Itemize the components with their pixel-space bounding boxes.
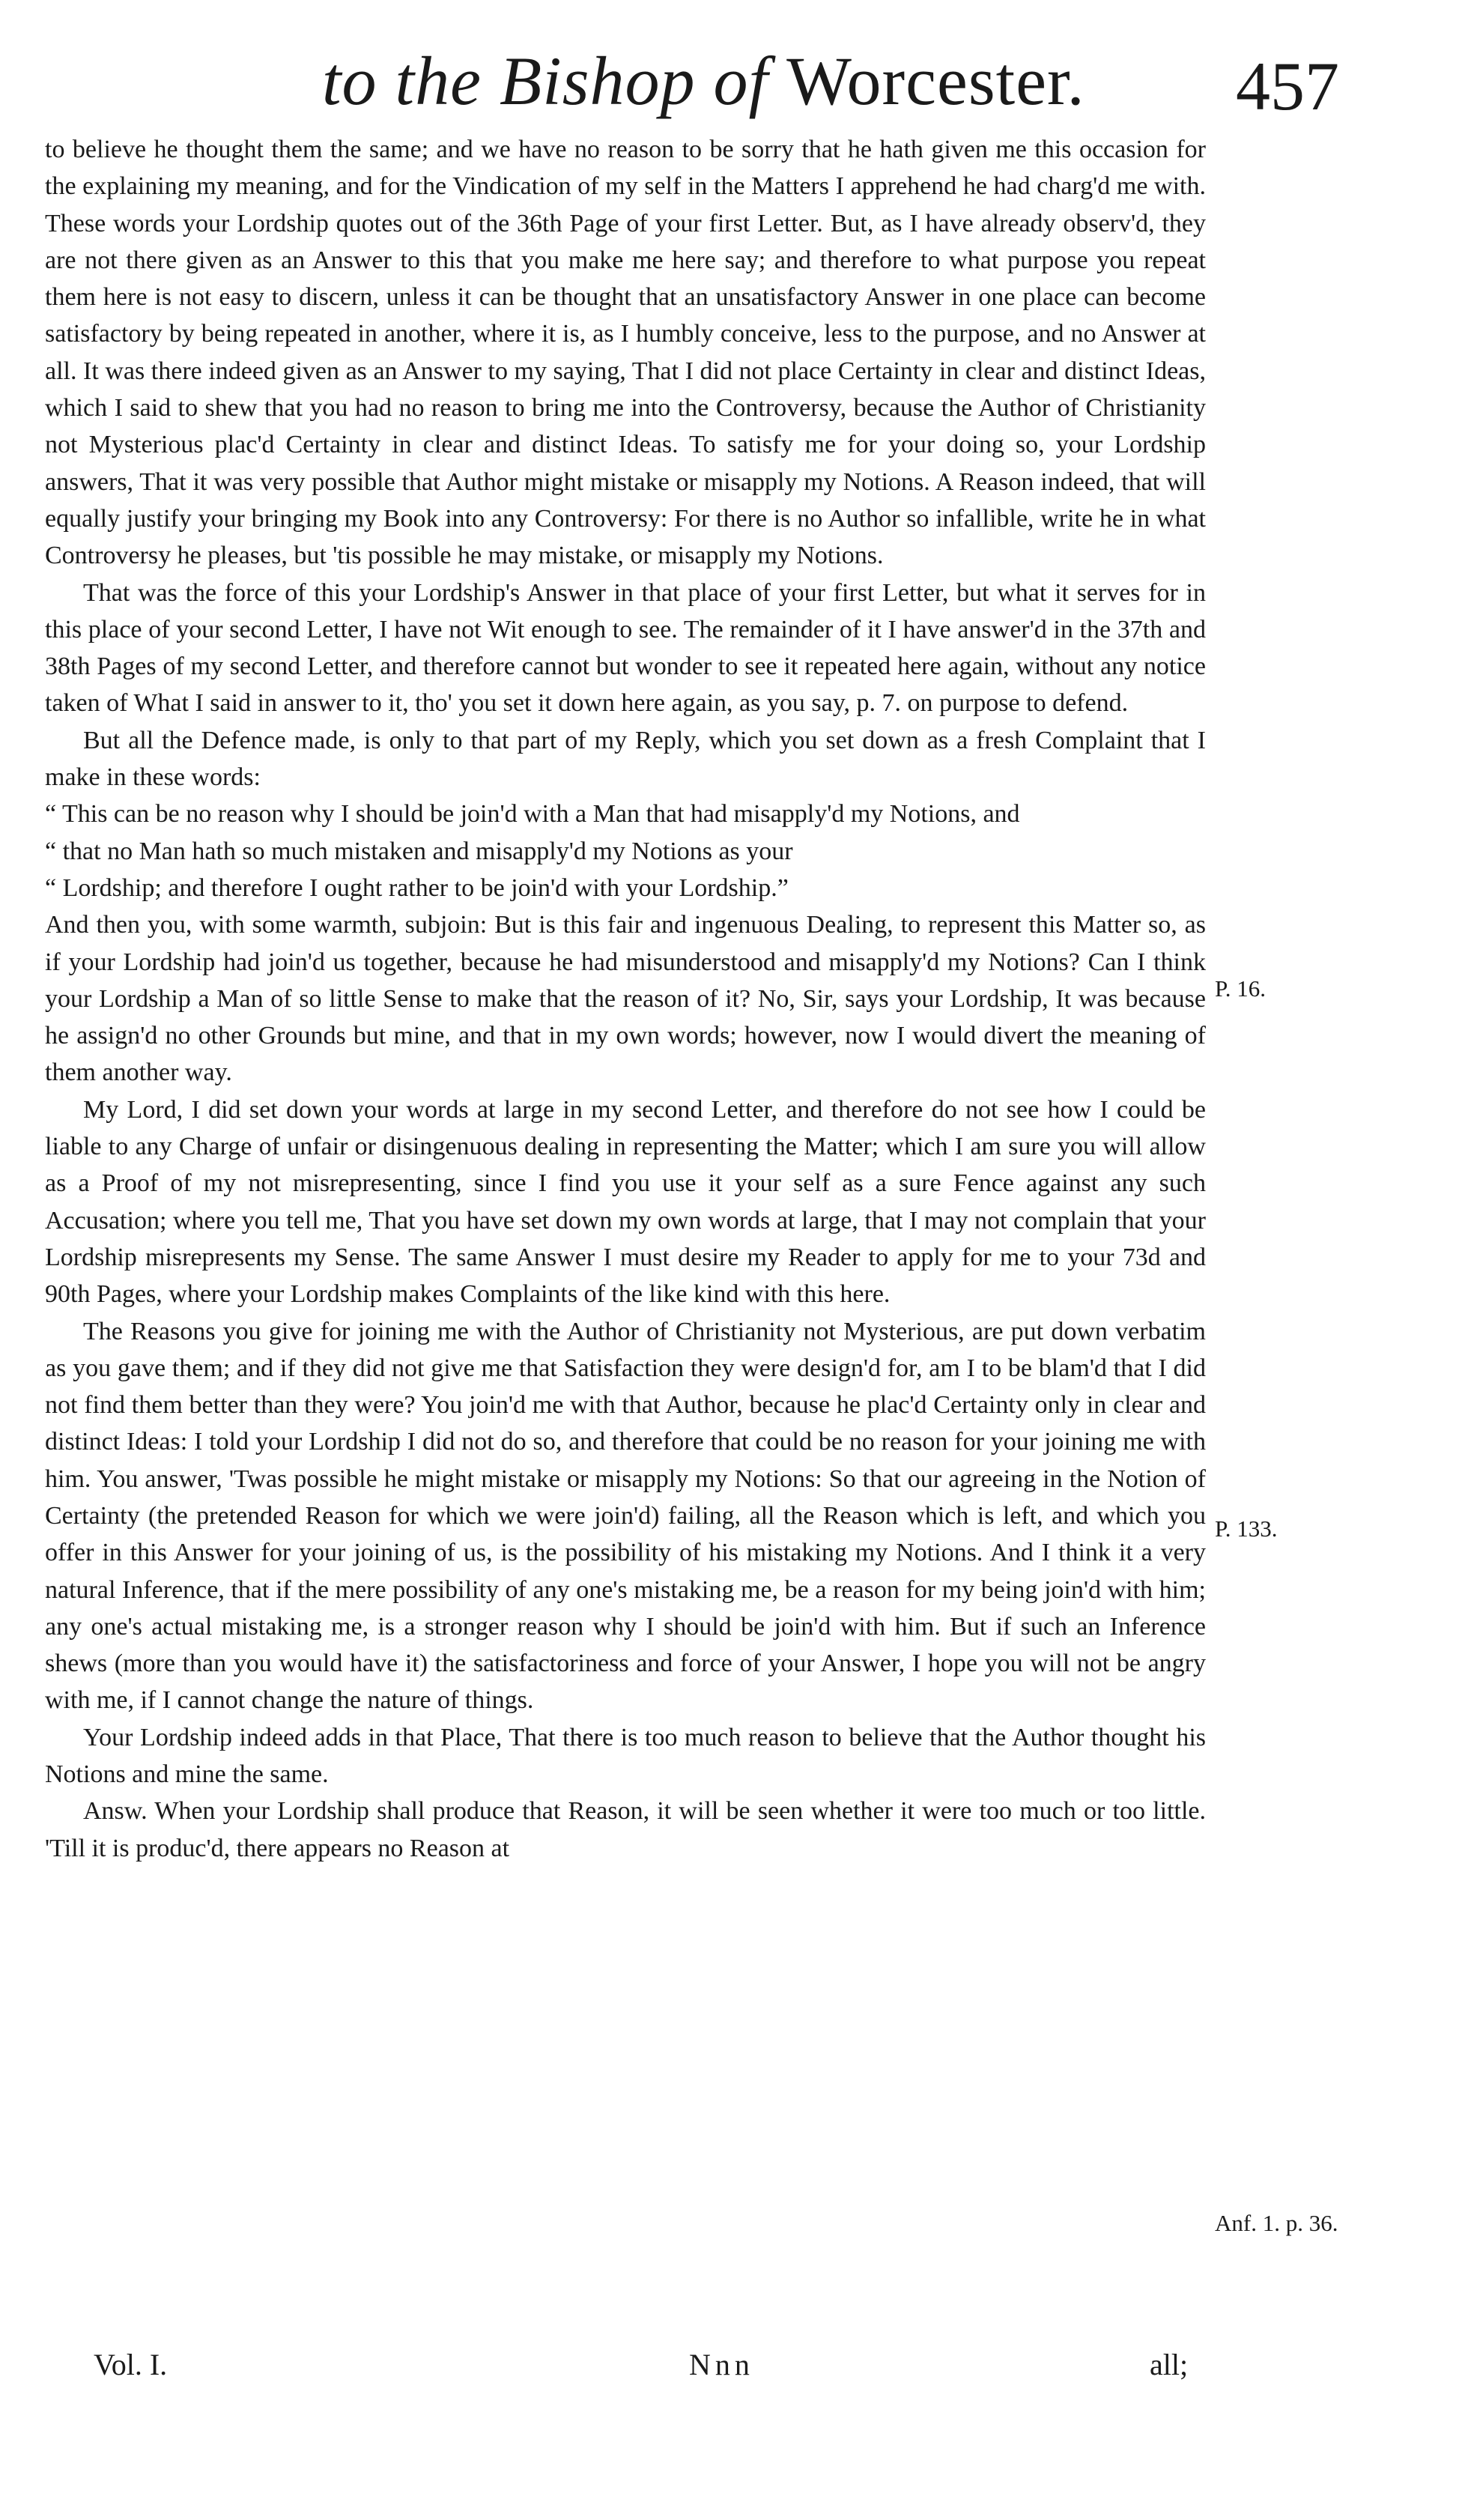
page-number: 457 [1236,48,1339,124]
paragraph: But all the Defence made, is only to that part of my Reply, which you set down as a fresh Complaint that I make in these words: [45,726,1206,792]
paragraph: Answ. When your Lordship shall produce that Reason, it will be seen whether it were too much or too little. 'Till it is produc'd, there appears no Reason at [45,1797,1206,1862]
paragraph: to believe he thought them the same; and we have no reason to be sorry that he hath given me this occasion for the explaining my meaning, and for the Vindication of my self in the Matters I apprehend he had charg'd me with. These words your Lordship quotes out of the 36th Page of your first Letter. But, as I have already observ'd, they are not there given as an Answer to this that you make me here say; and therefore to what purpose you repeat them here is not easy to discern, unless it can be thought that an unsatisfactory Answer in one place can become satisfactory by being repeated in another, where it is, as I humbly conceive, less to the purpose, and no Answer at all. It was there indeed given as an Answer to my saying, That I did not place Certainty in clear and distinct Ideas, which I said to shew that you had no reason to bring me into the Controversy, because the Author of Christianity not Mysterious plac'd Certainty in clear and distinct Ideas. To satisfy me for your doing so, your Lordship answers, That it was very possible that Author might mistake or misapply my Notions. A Reason indeed, that will equally justify your bringing my Book into any Controversy: For there is no Author so infallible, write he in what Controversy he pleases, but 'tis possible he may mistake, or misapply my Notions. [45,136,1206,570]
quotation-line: “ This can be no reason why I should be join'd with a Man that had misapply'd my Notions, and [45,800,1020,829]
paragraph: Your Lordship indeed adds in that Place, That there is too much reason to believe that the Author thought his Notions and mine the same. [45,1723,1206,1789]
volume-mark: Vol. I. [94,2348,168,2381]
signature-mark: Nnn [689,2348,754,2381]
catchword: all; [1150,2348,1189,2381]
paragraph: That was the force of this your Lordship's Answer in that place of your first Letter, but what it serves for in this place of your second Letter, I have not Wit enough to see. The remainder of it I have answer'd in the 37th and 38th Pages of my second Letter, and therefore cannot but wonder to see it repeated here again, without any notice taken of What I said in answer to it, tho' you set it down here again, as you say, p. 7. on purpose to defend. [45,578,1206,718]
running-title-text: to the Bishop of [322,43,769,119]
body-text [45,131,1206,1867]
margin-note: P. 133. [1215,1515,1278,1542]
quotation-line: “ Lordship; and therefore I ought rather to be join'd with your Lordship.” [45,873,789,902]
paragraph: My Lord, I did set down your words at large in my second Letter, and therefore do not see how I could be liable to any Charge of unfair or disingenuous dealing in representing the Matter; which I am sure you will allow as a Proof of my not misrepresenting, since I find you use it your self as a sure Fence against any such Accusation; where you tell me, That you have set down my own words at large, that I may not complain that your Lordship misrepresents my Sense. The same Answer I must desire my Reader to apply for me to your 73d and 90th Pages, where your Lordship makes Complaints of the like kind with this here. [45,1095,1206,1309]
paragraph: And then you, with some warmth, subjoin: But is this fair and ingenuous Dealing, to represent this Matter so, as if your Lordship had join'd us together, because he had misunderstood and misapply'd my Notions? Can I think your Lordship a Man of so little Sense to make that the reason of it? No, Sir, says your Lordship, It was because he assign'd no other Grounds but mine, and that in my own words; however, now I would divert the meaning of them another way. [45,911,1206,1087]
running-title [322,41,1085,121]
quotation-line: “ that no Man hath so much mistaken and misapply'd my Notions as your [45,837,793,865]
paragraph: The Reasons you give for joining me with the Author of Christianity not Mysterious, are put down verbatim as you gave them; and if they did not give me that Satisfaction they were design'd for, am I to be blam'd that I did not find them better than they were? You join'd me with that Author, because he plac'd Certainty only in clear and distinct Ideas: I told your Lordship I did not do so, and therefore that could be no reason for your joining me with him. You answer, 'Twas possible he might mistake or misapply my Notions: So that our agreeing in the Notion of Certainty (the pretended Reason for which we were join'd) failing, all the Reason which is left, and which you offer in this Answer for your joining of us, is the possibility of his mistaking my Notions. And I think it a very natural Inference, that if the mere possibility of any one's mistaking me, be a reason for my being join'd with him; any one's actual mistaking me, is a stronger reason why I should be join'd with him. But if such an Inference shews (more than you would have it) the satisfactoriness and force of your Answer, I hope you will not be angry with me, if I cannot change the nature of things. [45,1317,1206,1715]
running-title-place: Worcester. [786,43,1085,119]
margin-note: P. 16. [1215,975,1267,1002]
margin-note: Anf. 1. p. 36. [1215,2210,1338,2236]
